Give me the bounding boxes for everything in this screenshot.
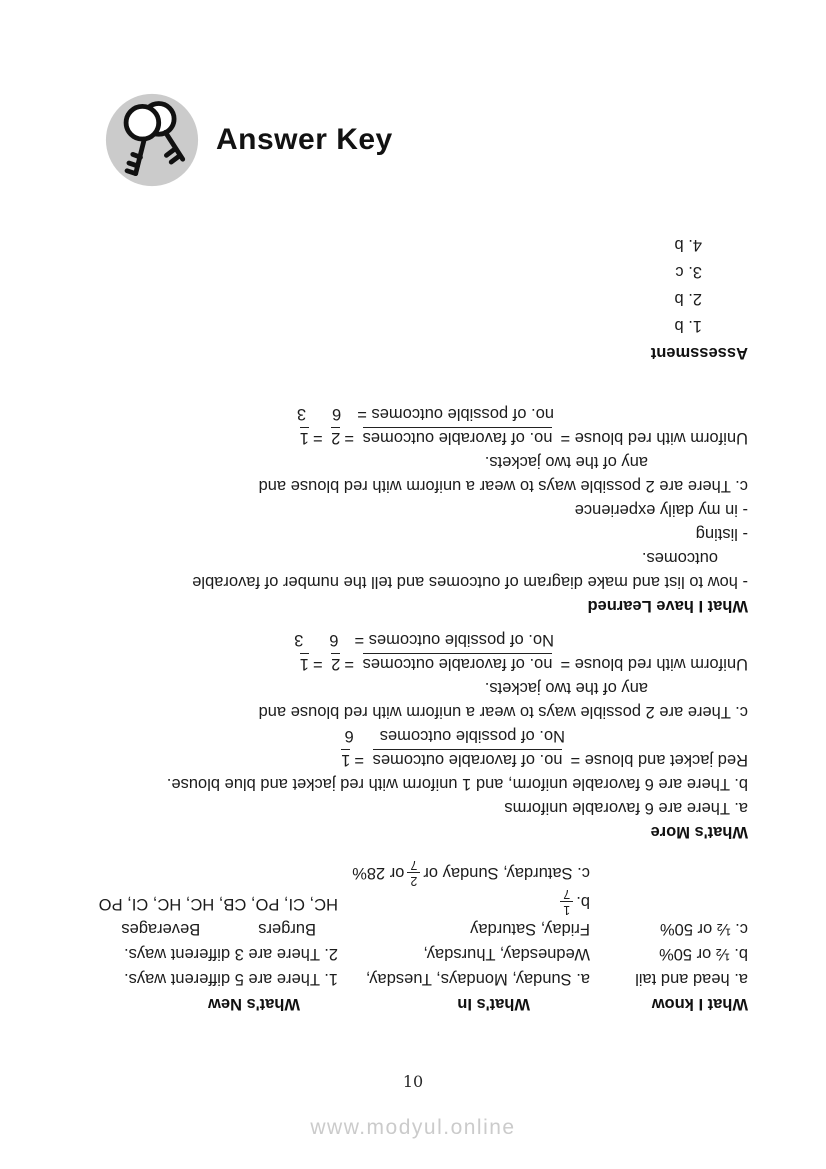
section-assessment: [80, 231, 748, 366]
equation1-denominator-line: [80, 724, 748, 748]
equation2-denominator-line: [80, 628, 748, 652]
learned-answer-c1: c. There are 2 possible ways to wear a uniform with red blouse and: [258, 477, 748, 495]
column-what-i-know: [590, 858, 748, 1016]
fraction-2-7: 2 7: [407, 858, 420, 887]
section-whats-more: [80, 628, 748, 844]
whats-in-answer-a2: Wednesday, Thursday,: [423, 945, 590, 963]
fraction-denominator: no. of possible outcomes =: [357, 405, 554, 423]
whats-in-c-suffix: or 28%: [352, 864, 405, 882]
fraction-denominator: No. of possible outcomes =: [354, 631, 554, 649]
page-title: Answer Key: [216, 123, 393, 156]
whats-new-answer-1: 1. There are 5 different ways.: [123, 970, 338, 988]
what-i-know-answer-a: a. head and tail: [635, 970, 748, 988]
fraction-denominator-value: 6: [332, 405, 342, 423]
fraction-denominator-value: 6: [344, 727, 354, 745]
what-i-know-answer-c: c. ½ or 50%: [659, 920, 748, 938]
learned-bullet-1a: - how to list and make diagram of outcomes and tell the number of favorable: [192, 573, 748, 591]
fraction-numerator: no. of favorable outcomes: [362, 429, 553, 447]
whats-in-c-prefix: c. Saturday, Sunday or: [423, 864, 590, 882]
assessment-heading: Assessment: [650, 344, 748, 362]
assessment-answer-1: 1. b: [674, 317, 702, 335]
fraction-numerator: no. of favorable outcomes: [372, 751, 563, 769]
fraction-numerator-value: 2: [331, 429, 341, 447]
whats-more-heading: What's More: [650, 823, 748, 841]
equation3-denominator-line: [80, 402, 748, 426]
fraction-1-7: 1 7: [560, 887, 573, 916]
fraction-numerator-value: 2: [331, 655, 341, 673]
whats-in-answer-a3: Friday, Saturday: [470, 920, 590, 938]
learned-bullet-2: - listing: [695, 525, 748, 543]
column-whats-in: [338, 858, 590, 1016]
whats-in-b-label: b.: [576, 893, 590, 911]
fraction-numerator: no. of favorable outcomes: [362, 655, 553, 673]
what-i-have-learned-heading: What I have Learned: [587, 597, 748, 615]
assessment-answer-3: 3. c: [675, 263, 702, 281]
section-what-i-have-learned: [80, 402, 748, 618]
equation1-numerator-line: Red jacket and blouse =no. of favorable outcomes =1: [341, 751, 748, 769]
columns-row: [80, 858, 748, 1016]
fraction-numerator-value: 1: [299, 429, 309, 447]
fraction-denominator-value: 3: [296, 405, 307, 423]
equation2-numerator-line: Uniform with red blouse =no. of favorable outcomes =2 =1: [299, 655, 748, 673]
column-whats-new: [80, 858, 338, 1016]
whats-more-answer-c2: any of the two jackets.: [484, 679, 648, 697]
watermark: www.modyul.online: [310, 1116, 516, 1139]
whats-more-answer-c1: c. There are 2 possible ways to wear a uniform with red blouse and: [258, 703, 748, 721]
whats-in-answer-c: [338, 858, 590, 887]
whats-more-answer-a: a. There are 6 favorable uniforms: [504, 799, 748, 817]
answer-content-flipped: [80, 224, 748, 1016]
whats-in-heading: What's In: [457, 995, 530, 1013]
combo-values: HC, CI, PO, CB, HC, HC, CI, PO: [98, 895, 338, 913]
whats-in-answer-a1: a. Sunday, Mondays, Tuesday,: [365, 970, 590, 988]
combo-table-header: [80, 916, 338, 941]
what-i-know-answer-b: b. ½ or 50%: [659, 945, 748, 963]
fraction-numerator-value: 1: [341, 751, 351, 769]
fraction-denominator-value: 3: [294, 631, 304, 649]
header: [104, 92, 393, 188]
whats-new-answer-2: 2. There are 3 different ways.: [123, 945, 338, 963]
learned-answer-c2: any of the two jackets.: [484, 453, 648, 471]
learned-bullet-3: - in my daily experience: [574, 501, 748, 519]
equation3-numerator-line: Uniform with red blouse =no. of favorable outcomes =2 =1: [299, 429, 748, 447]
assessment-answer-2: 2. b: [674, 290, 702, 308]
fraction-denominator: No. of possible outcomes: [379, 727, 565, 745]
whats-new-heading: What's New: [208, 995, 300, 1013]
combo-header-beverages: Beverages: [121, 920, 201, 938]
whats-in-answer-b: [338, 887, 590, 916]
assessment-answer-4: 4. b: [674, 236, 702, 254]
what-i-know-heading: What I know: [651, 995, 748, 1013]
learned-bullet-1b: outcomes.: [641, 549, 718, 567]
keys-icon: [104, 92, 200, 188]
whats-more-answer-b: b. There are 6 favorable uniform, and 1 uniform with red jacket and blue blouse.: [166, 775, 748, 793]
fraction-numerator-value: 1: [299, 655, 309, 673]
combo-header-burgers: Burgers: [258, 920, 316, 938]
page-number: 10: [402, 1072, 424, 1091]
fraction-denominator-value: 6: [329, 631, 339, 649]
